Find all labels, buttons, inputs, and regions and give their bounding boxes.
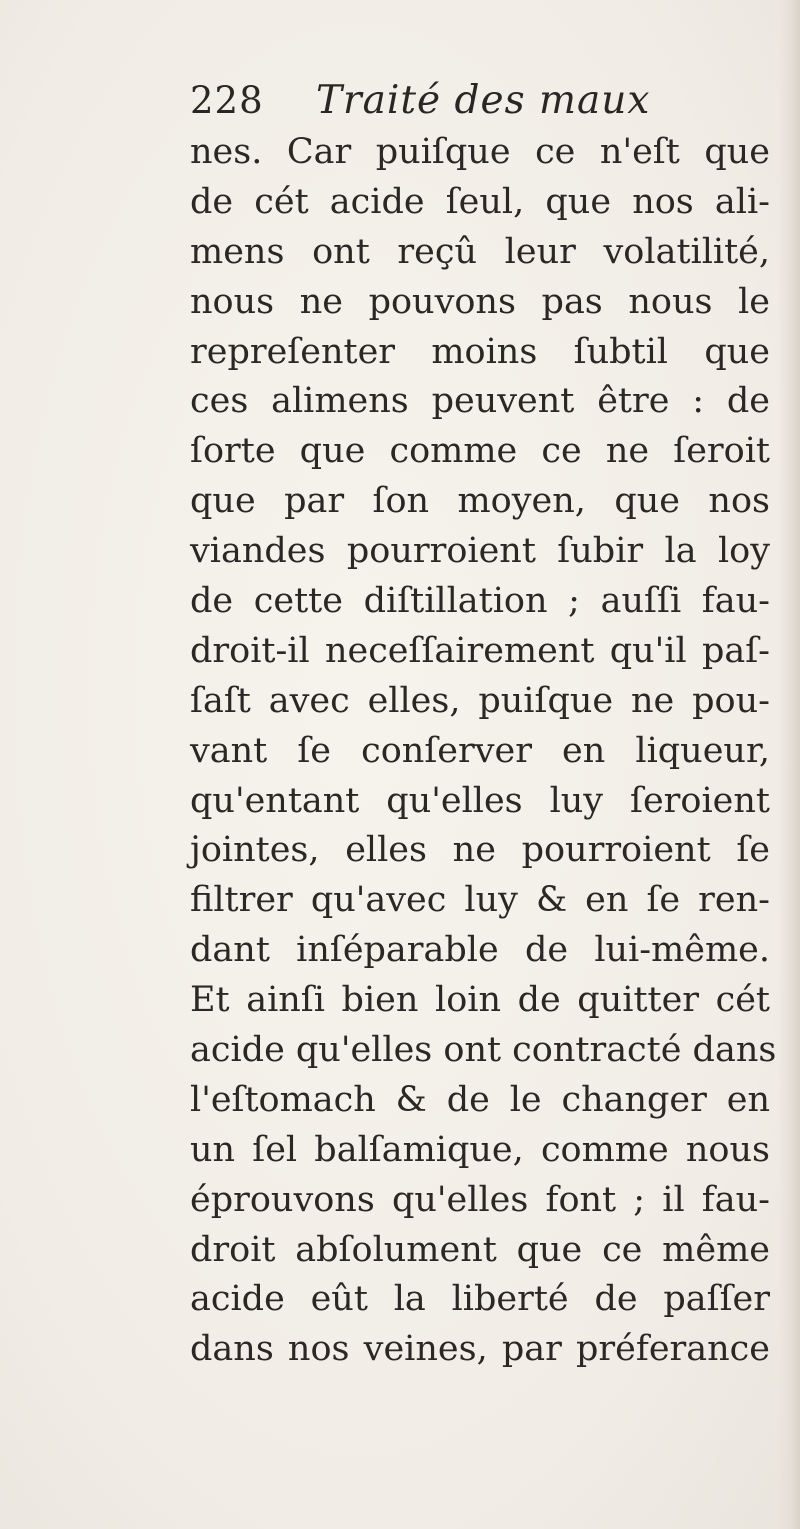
text-line: vant ſe conſerver en liqueur, xyxy=(190,730,770,771)
text-line: jointes, elles ne pourroient ſe xyxy=(190,830,770,871)
text-line: droit abſolument que ce même xyxy=(190,1229,770,1270)
text-line: viandes pourroient ſubir la loy xyxy=(190,531,770,572)
text-line: acide eût la liberté de paſſer xyxy=(190,1279,770,1320)
page-edge-shadow xyxy=(778,0,800,1529)
text-line: mens ont reçû leur volatilité, xyxy=(190,231,770,272)
text-line: l'eſtomach & de le changer en xyxy=(190,1079,770,1120)
text-line: de cét acide ſeul, que nos ali- xyxy=(190,181,770,222)
running-title: Traité des maux xyxy=(316,78,651,123)
text-line: de cette diſtillation ; auſſi fau- xyxy=(190,581,770,622)
page-number: 228 xyxy=(190,79,264,122)
text-line: dans nos veines, par préferance xyxy=(190,1329,770,1370)
text-line: acide qu'elles ont contracté dans xyxy=(190,1030,777,1071)
text-line: ces alimens peuvent être : de xyxy=(190,381,770,422)
text-line: droit-il neceſſairement qu'il paſ- xyxy=(190,630,770,671)
page-header xyxy=(190,78,750,128)
text-line: qu'entant qu'elles luy ſeroient xyxy=(190,780,770,821)
text-line: repreſenter moins ſubtil que xyxy=(190,331,770,372)
text-line: filtrer qu'avec luy & en ſe ren- xyxy=(190,880,770,921)
text-line: nous ne pouvons pas nous le xyxy=(190,281,770,322)
body-text xyxy=(190,128,777,1375)
text-line: dant inſéparable de lui-même. xyxy=(190,930,770,971)
text-line: ſorte que comme ce ne ſeroit xyxy=(190,431,770,472)
text-line: un ſel balſamique, comme nous xyxy=(190,1129,770,1170)
text-line: nes. Car puiſque ce n'eſt que xyxy=(190,132,770,172)
text-line: Et ainſi bien loin de quitter cét xyxy=(190,980,770,1021)
text-line: que par ſon moyen, que nos xyxy=(190,481,770,522)
text-line: éprouvons qu'elles font ; il fau- xyxy=(190,1179,770,1220)
text-line: ſaſt avec elles, puiſque ne pou- xyxy=(190,680,770,721)
